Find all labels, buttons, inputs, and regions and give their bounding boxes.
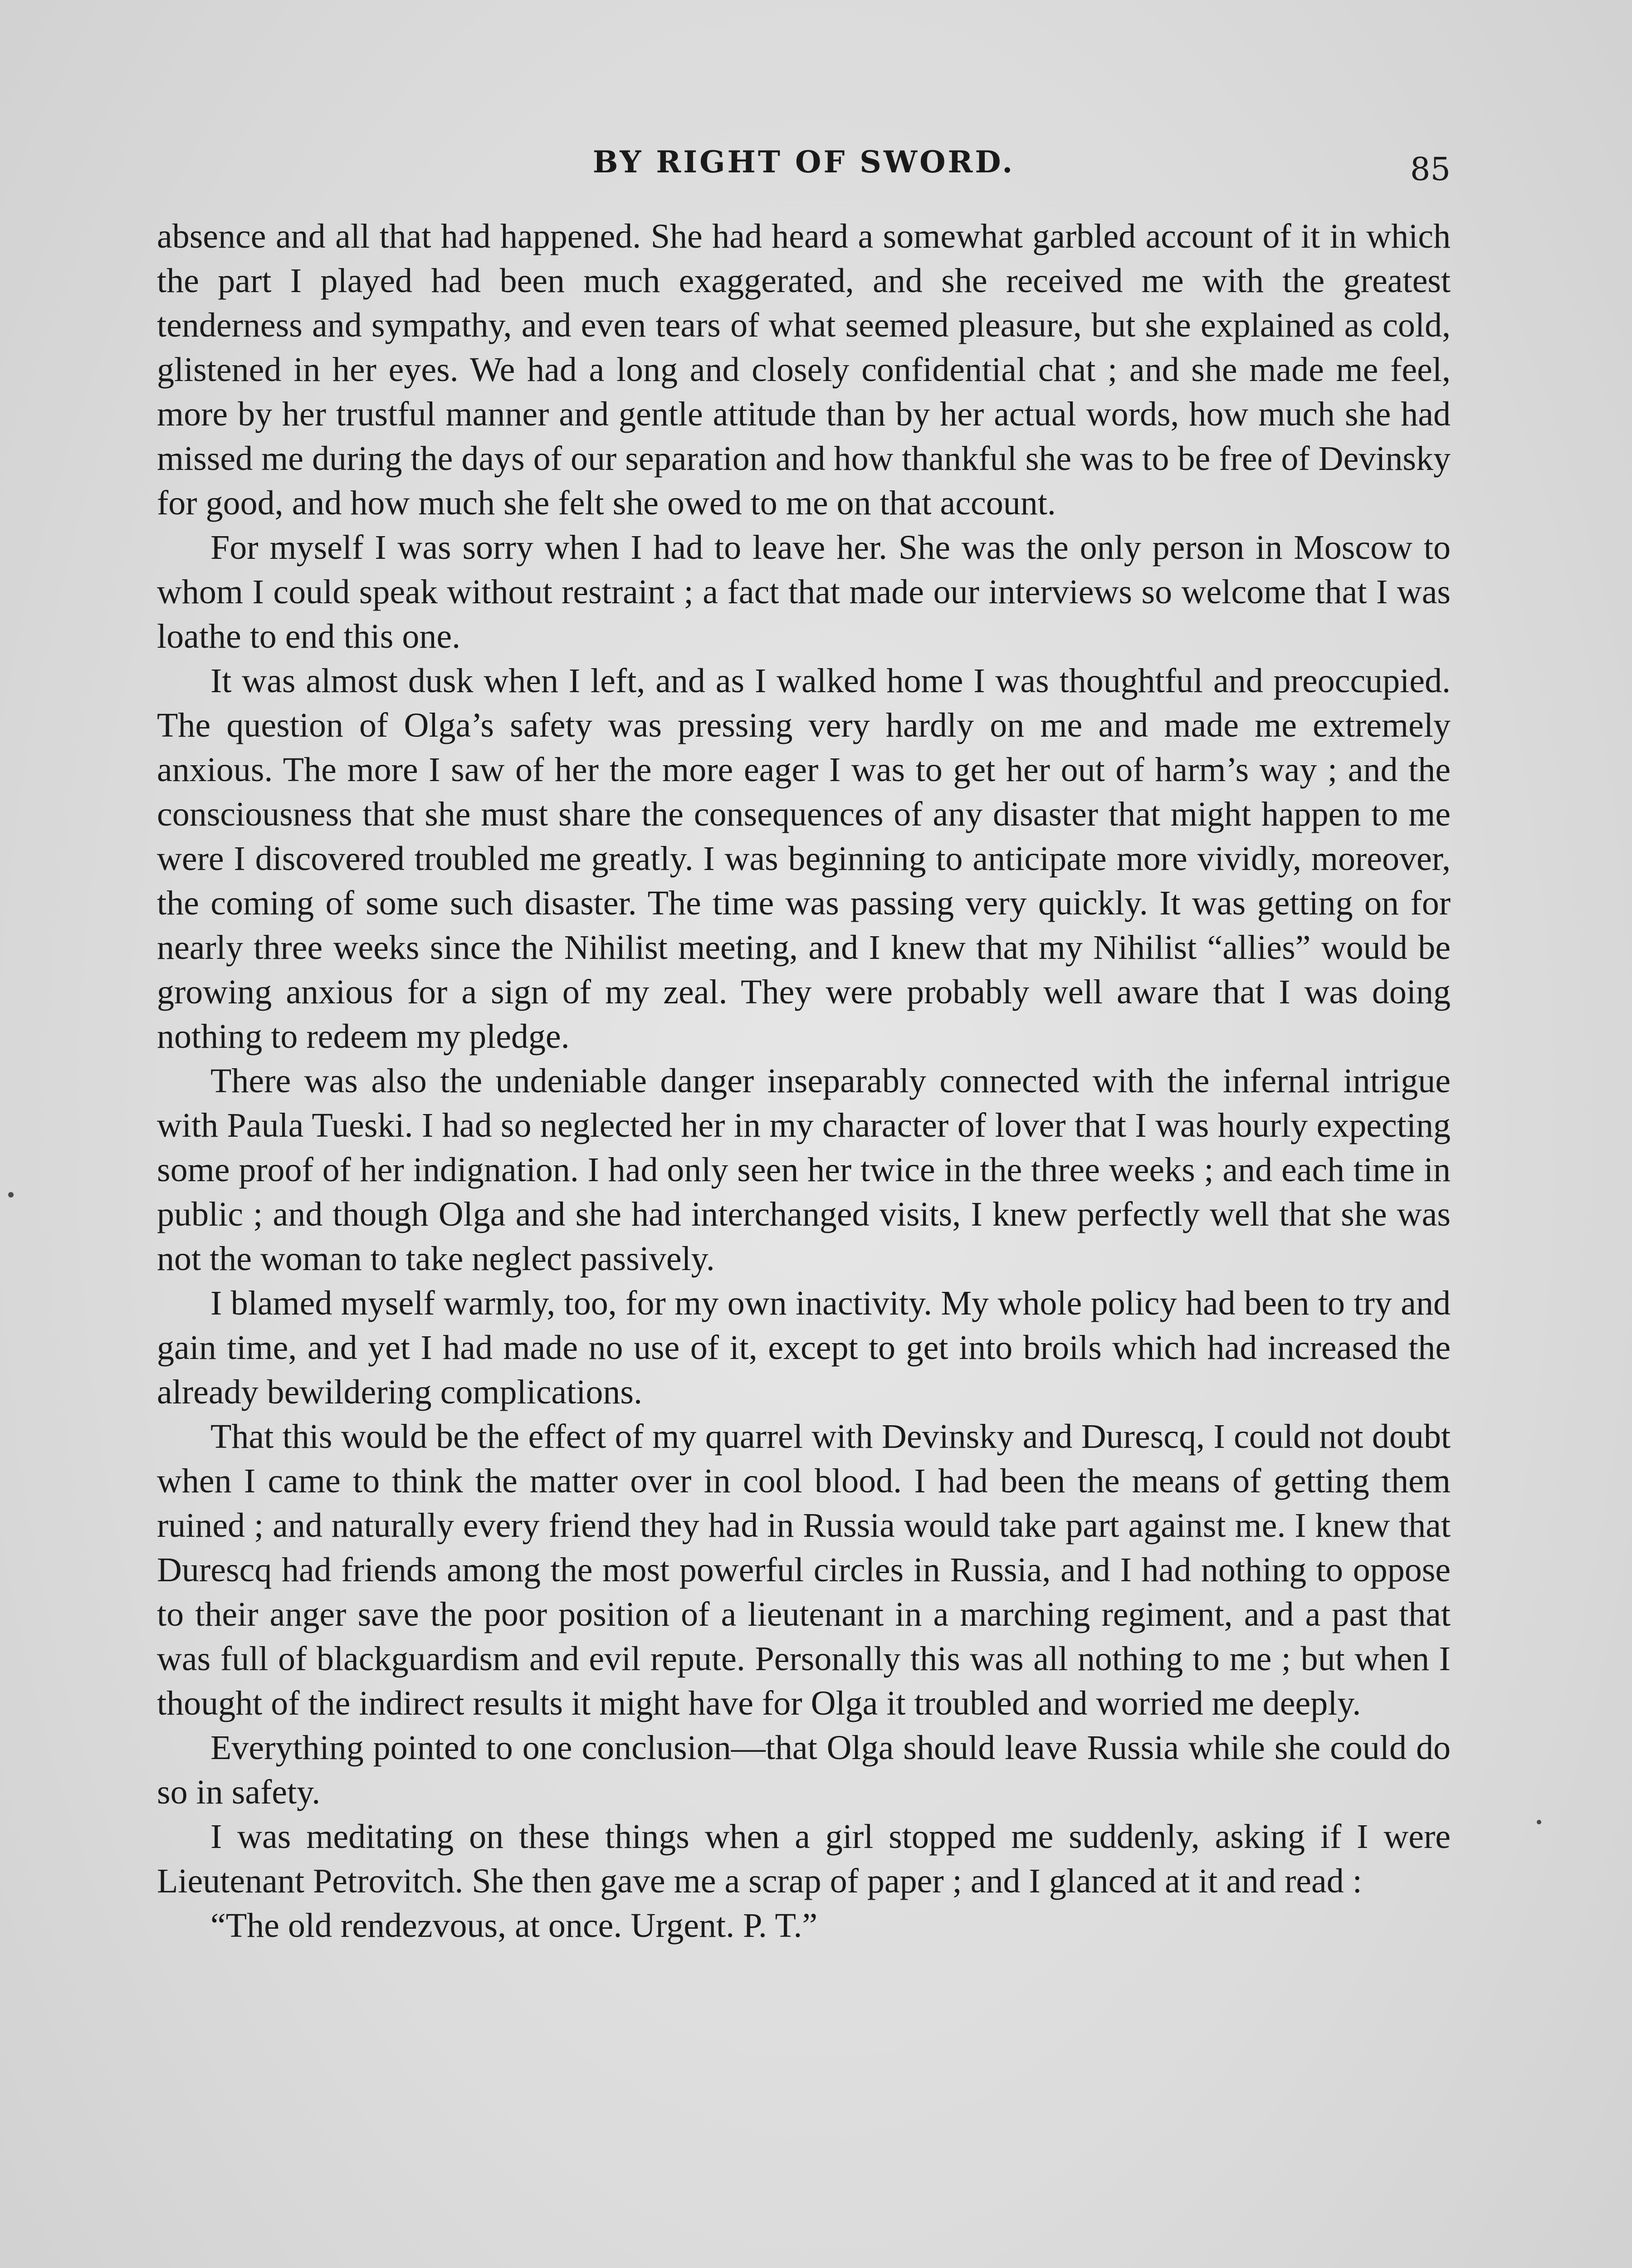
paragraph-4: There was also the undeniable danger inseparably connected with the infernal intrigue with Paula Tueski. I had so neglected her in my character of lover that I was hourly expecting some proof of her indignation. I had only seen her twice in the three weeks ; and each time in public ; and though Olga and she had interchanged visits, I knew perfectly well that she was not the woman to take neglect passively. — [157, 1062, 1451, 1278]
body-text — [157, 214, 1451, 1948]
page-header — [157, 144, 1451, 194]
paragraph-7: Everything pointed to one conclusion—that Olga should leave Russia while she could do so in safety. — [157, 1729, 1451, 1811]
paragraph-1: absence and all that had happened. She had heard a somewhat garbled account of it in which the part I played had been much exaggerated, and she received me with the greatest tenderness and sympathy, and even tears of what seemed pleasure, but she explained as cold, glistened in her eyes. We had a long and closely confidential chat ; and she made me feel, more by her trustful manner and gentle attitude than by her actual words, how much she had missed me during the days of our separation and how thankful she was to be free of Devinsky for good, and how much she felt she owed to me on that account. — [157, 217, 1451, 522]
paragraph-5: I blamed myself warmly, too, for my own inactivity. My whole policy had been to try and gain time, and yet I had made no use of it, except to get into broils which had increased the already bewildering complications. — [157, 1284, 1451, 1411]
running-title: BY RIGHT OF SWORD. — [592, 144, 1015, 180]
paper-speck — [1537, 1820, 1541, 1824]
paragraph-9: “The old rendezvous, at once. Urgent. P. T.” — [210, 1906, 818, 1945]
paragraph-8: I was meditating on these things when a girl stopped me suddenly, asking if I were Lieutenant Petrovitch. She then gave me a scrap of paper ; and I glanced at it and read : — [157, 1818, 1451, 1900]
paragraph-3: It was almost dusk when I left, and as I walked home I was thoughtful and preoccupied. The question of Olga’s safety was pressing very hardly on me and made me extremely anxious. The more I saw of her the more eager I was to get her out of harm’s way ; and the consciousness that she must share the consequences of any disaster that might happen to me were I discovered troubled me greatly. I was beginning to anticipate more vividly, moreover, the coming of some such disaster. The time was passing very quickly. It was getting on for nearly three weeks since the Nihilist meeting, and I knew that my Nihilist “allies” would be growing anxious for a sign of my zeal. They were probably well aware that I was doing nothing to redeem my pledge. — [157, 662, 1451, 1056]
paper-speck — [8, 1192, 14, 1198]
page-number: 85 — [1410, 151, 1451, 188]
paragraph-2: For myself I was sorry when I had to leave her. She was the only person in Moscow to whom I could speak without restraint ; a fact that made our interviews so welcome that I was loathe to end this one. — [157, 528, 1451, 655]
paragraph-6: That this would be the effect of my quarrel with Devinsky and Durescq, I could not doubt when I came to think the matter over in cool blood. I had been the means of getting them ruined ; and naturally every friend they had in Russia would take part against me. I knew that Durescq had friends among the most powerful circles in Russia, and I had nothing to oppose to their anger save the poor position of a lieutenant in a marching regiment, and a past that was full of blackguardism and evil repute. Personally this was all nothing to me ; but when I thought of the indirect results it might have for Olga it troubled and worried me deeply. — [157, 1418, 1451, 1722]
